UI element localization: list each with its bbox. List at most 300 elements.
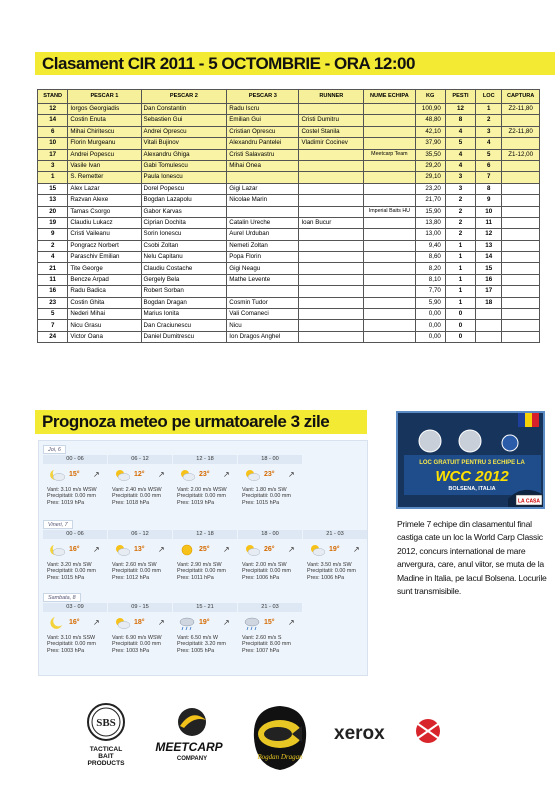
table-cell: [364, 297, 415, 308]
forecast-rain: Precipitatii: 0.00 mm: [112, 493, 161, 500]
forecast-day-label: Sambata, 8: [43, 593, 81, 602]
table-cell: [364, 195, 415, 206]
table-cell: [502, 252, 540, 263]
table-cell: 8: [445, 115, 475, 126]
forecast-pres: Pres: 1015 hPa: [47, 574, 85, 581]
forecast-temperature: 18°: [134, 619, 145, 626]
table-cell: 9: [476, 195, 502, 206]
table-cell: 29,10: [415, 172, 445, 183]
table-cell: [364, 172, 415, 183]
table-cell: 8,60: [415, 252, 445, 263]
table-cell: 9: [38, 229, 68, 240]
promo-text: Primele 7 echipe din clasamentul final castiga cate un loc la World Carp Classic 2012, concurs international de mare anvergura, care, anul viitor, se muta de la Madine in Italia, pe lacul Bolsena. Locurile sunt transmisibile.: [397, 519, 547, 597]
forecast-temperature: 13°: [134, 546, 145, 553]
table-cell: [364, 286, 415, 297]
table-cell: [502, 195, 540, 206]
table-row: [38, 274, 540, 285]
forecast-temperature: 12°: [134, 471, 145, 478]
table-cell: 2: [38, 240, 68, 251]
table-cell: [364, 320, 415, 331]
table-cell: [299, 309, 364, 320]
column-header: PESTI: [445, 90, 475, 104]
wind-direction-icon: ↗: [353, 545, 360, 554]
table-cell: Cristian Oprescu: [227, 126, 299, 137]
table-cell: [502, 309, 540, 320]
table-cell: [299, 149, 364, 160]
table-cell: Florin Murgeanu: [68, 138, 141, 149]
table-cell: 16: [38, 286, 68, 297]
table-cell: Cristi Salavastru: [227, 149, 299, 160]
table-row: [38, 331, 540, 342]
table-cell: 5: [476, 149, 502, 160]
table-cell: 18: [476, 297, 502, 308]
forecast-details: [47, 487, 107, 506]
forecast-details: [47, 635, 107, 654]
table-cell: Alex Lazar: [68, 183, 141, 194]
table-cell: 19: [38, 217, 68, 228]
table-cell: [364, 104, 415, 115]
table-cell: 29,20: [415, 160, 445, 171]
table-cell: Radu Iscru: [227, 104, 299, 115]
forecast-time: 18 - 00: [238, 530, 302, 539]
page-title: Clasament CIR 2011 - 5 OCTOMBRIE - ORA 12:00: [35, 52, 555, 75]
wind-direction-icon: ↗: [223, 545, 230, 554]
table-row: [38, 149, 540, 160]
table-cell: 9,40: [415, 240, 445, 251]
forecast-time: 06 - 12: [108, 455, 172, 464]
table-cell: 17: [476, 286, 502, 297]
sun-cloud-icon: [114, 468, 130, 482]
forecast-temperature: 26°: [264, 546, 275, 553]
forecast-pres: Pres: 1011 hPa: [177, 574, 214, 581]
forecast-rain: Precipitatii: 0.00 mm: [47, 641, 96, 648]
svg-text:PRODUCTS: PRODUCTS: [87, 760, 125, 767]
wcc-advertisement: [396, 411, 545, 509]
table-cell: 14: [38, 115, 68, 126]
table-cell: 7: [476, 172, 502, 183]
table-cell: Nelu Capitanu: [141, 252, 227, 263]
wind-direction-icon: ↗: [223, 618, 230, 627]
table-cell: Gigi Lazar: [227, 183, 299, 194]
table-cell: [502, 320, 540, 331]
night-cloud-icon: [49, 468, 65, 482]
xerox-logo: [334, 714, 444, 748]
table-row: [38, 138, 540, 149]
table-cell: Vladimir Cocinev: [299, 138, 364, 149]
forecast-wind: Vant: 6.90 m/s WSW: [112, 635, 162, 641]
table-cell: Vasile Ivan: [68, 160, 141, 171]
table-cell: [299, 331, 364, 342]
forecast-details: [242, 487, 302, 506]
table-cell: 2: [445, 206, 475, 217]
table-cell: Bogdan Dragan: [141, 297, 227, 308]
table-cell: [502, 274, 540, 285]
table-cell: [502, 331, 540, 342]
table-row: [38, 172, 540, 183]
table-cell: Dan Craciunescu: [141, 320, 227, 331]
forecast-wind: Vant: 2.00 m/s SW: [242, 562, 287, 568]
wind-direction-icon: ↗: [223, 470, 230, 479]
table-cell: 100,90: [415, 104, 445, 115]
table-cell: Victor Oana: [68, 331, 141, 342]
forecast-temperature: 16°: [69, 546, 80, 553]
table-cell: 13,00: [415, 229, 445, 240]
table-cell: Z2-11,80: [502, 126, 540, 137]
forecast-details: [47, 562, 107, 581]
wind-direction-icon: ↗: [158, 545, 165, 554]
forecast-time: 06 - 12: [108, 530, 172, 539]
svg-text:TACTICAL: TACTICAL: [89, 746, 123, 753]
column-header: STAND: [38, 90, 68, 104]
table-cell: 3: [445, 172, 475, 183]
forecast-wind: Vant: 2.60 m/s SW: [112, 562, 157, 568]
table-cell: [476, 309, 502, 320]
table-cell: [502, 297, 540, 308]
forecast-pres: Pres: 1003 hPa: [112, 647, 150, 654]
table-cell: [299, 229, 364, 240]
forecast-wind: Vant: 3.50 m/s SW: [307, 562, 352, 568]
table-cell: Robert Sorban: [141, 286, 227, 297]
forecast-pres: Pres: 1012 hPa: [112, 574, 150, 581]
forecast-details: [307, 562, 367, 581]
meteo-title: Prognoza meteo pe urmatoarele 3 zile: [35, 410, 367, 434]
sun-cloud-icon: [179, 468, 195, 482]
ad-event: WCC 2012: [435, 468, 509, 485]
table-cell: 0,00: [415, 331, 445, 342]
wind-direction-icon: ↗: [93, 470, 100, 479]
table-cell: [364, 115, 415, 126]
table-cell: [299, 263, 364, 274]
svg-text:MEETCARP: MEETCARP: [155, 740, 223, 754]
forecast-wind: Vant: 3.20 m/s SW: [47, 562, 92, 568]
table-cell: [502, 172, 540, 183]
column-header: LOC: [476, 90, 502, 104]
table-cell: Nederi Mihai: [68, 309, 141, 320]
table-row: [38, 252, 540, 263]
table-cell: 5: [445, 138, 475, 149]
table-cell: 0: [445, 331, 475, 342]
table-cell: [364, 263, 415, 274]
table-cell: 23,20: [415, 183, 445, 194]
table-cell: Costin Enuta: [68, 115, 141, 126]
table-cell: 2: [445, 229, 475, 240]
table-cell: 3: [476, 126, 502, 137]
wind-direction-icon: ↗: [288, 618, 295, 627]
forecast-pres: Pres: 1018 hPa: [112, 499, 150, 506]
table-cell: 12: [476, 229, 502, 240]
forecast-time: 12 - 18: [173, 455, 237, 464]
forecast-rain: Precipitatii: 0.00 mm: [242, 568, 291, 575]
column-header: CAPTURA: [502, 90, 540, 104]
table-cell: Razvan Alexe: [68, 195, 141, 206]
forecast-temperature: 19°: [199, 619, 210, 626]
svg-text:SBS: SBS: [96, 717, 116, 729]
wind-direction-icon: ↗: [288, 545, 295, 554]
table-cell: 16: [476, 274, 502, 285]
table-cell: 8: [476, 183, 502, 194]
forecast-pres: Pres: 1005 hPa: [177, 647, 215, 654]
table-cell: 4: [445, 149, 475, 160]
table-cell: [502, 183, 540, 194]
table-cell: 17: [38, 149, 68, 160]
table-cell: [299, 240, 364, 251]
table-cell: [364, 183, 415, 194]
table-cell: 3: [38, 160, 68, 171]
svg-text:BAIT: BAIT: [98, 753, 114, 760]
table-cell: [502, 115, 540, 126]
table-cell: 4: [445, 126, 475, 137]
table-cell: [227, 286, 299, 297]
table-cell: [299, 274, 364, 285]
svg-text:xerox: xerox: [334, 723, 385, 744]
table-cell: Bogdan Lazapolu: [141, 195, 227, 206]
forecast-rain: Precipitatii: 0.00 mm: [47, 568, 96, 575]
table-cell: Popa Florin: [227, 252, 299, 263]
table-cell: Dorel Popescu: [141, 183, 227, 194]
table-cell: [299, 104, 364, 115]
table-cell: [364, 274, 415, 285]
table-row: [38, 286, 540, 297]
table-cell: 13,80: [415, 217, 445, 228]
table-cell: Daniel Dumitrescu: [141, 331, 227, 342]
table-cell: Pongracz Norbert: [68, 240, 141, 251]
table-cell: Radu Badica: [68, 286, 141, 297]
forecast-rain: Precipitatii: 0.00 mm: [242, 493, 291, 500]
table-cell: 23: [38, 297, 68, 308]
table-cell: Vali Comaneci: [227, 309, 299, 320]
forecast-time: 00 - 06: [43, 530, 107, 539]
table-row: [38, 126, 540, 137]
table-cell: Andrei Popescu: [68, 149, 141, 160]
table-cell: 5: [38, 309, 68, 320]
forecast-rain: Precipitatii: 0.00 mm: [112, 641, 161, 648]
table-cell: [364, 160, 415, 171]
forecast-rain: Precipitatii: 0.00 mm: [177, 568, 226, 575]
table-cell: Mihai Chiritescu: [68, 126, 141, 137]
table-cell: Imperial Baits HU: [364, 206, 415, 217]
forecast-rain: Precipitatii: 0.00 mm: [307, 568, 356, 575]
table-cell: [299, 206, 364, 217]
wind-direction-icon: ↗: [288, 470, 295, 479]
table-cell: 10: [476, 206, 502, 217]
table-cell: Alexandru Pantelei: [227, 138, 299, 149]
table-cell: Vitali Bujinov: [141, 138, 227, 149]
table-cell: [299, 286, 364, 297]
table-cell: 6: [38, 126, 68, 137]
table-cell: Iorgos Georgiadis: [68, 104, 141, 115]
table-cell: [364, 331, 415, 342]
forecast-details: [242, 562, 302, 581]
forecast-rain: Precipitatii: 8.00 mm: [242, 641, 291, 648]
table-cell: Aurel Urduban: [227, 229, 299, 240]
table-cell: Z1-12,00: [502, 149, 540, 160]
column-header: PESCAR 1: [68, 90, 141, 104]
table-cell: 15: [476, 263, 502, 274]
table-cell: 11: [38, 274, 68, 285]
table-row: [38, 115, 540, 126]
table-cell: Paula Ionescu: [141, 172, 227, 183]
table-cell: 3: [445, 183, 475, 194]
table-cell: Paraschiv Emilian: [68, 252, 141, 263]
table-cell: Ciprian Dochita: [141, 217, 227, 228]
table-row: [38, 206, 540, 217]
forecast-details: [112, 487, 172, 506]
forecast-pres: Pres: 1003 hPa: [47, 647, 85, 654]
table-cell: 8,10: [415, 274, 445, 285]
table-cell: Sorin Ionescu: [141, 229, 227, 240]
table-cell: [299, 252, 364, 263]
table-cell: [364, 240, 415, 251]
moon-icon: [49, 616, 65, 630]
table-cell: 15: [38, 183, 68, 194]
forecast-day-label: Joi, 6: [43, 445, 66, 454]
table-cell: 12: [445, 104, 475, 115]
table-cell: [227, 172, 299, 183]
table-cell: 21: [38, 263, 68, 274]
forecast-time: 15 - 21: [173, 603, 237, 612]
forecast-pres: Pres: 1015 hPa: [242, 499, 280, 506]
table-cell: [364, 138, 415, 149]
wind-direction-icon: ↗: [93, 618, 100, 627]
table-cell: 1: [445, 274, 475, 285]
sbs-logo: [82, 702, 130, 770]
table-cell: Bencze Arpad: [68, 274, 141, 285]
forecast-details: [177, 562, 237, 581]
forecast-temperature: 16°: [69, 619, 80, 626]
table-cell: 21,70: [415, 195, 445, 206]
table-cell: [476, 320, 502, 331]
table-cell: Tite George: [68, 263, 141, 274]
table-cell: 7,70: [415, 286, 445, 297]
table-cell: Nicu: [227, 320, 299, 331]
table-cell: [502, 206, 540, 217]
table-cell: 1: [476, 104, 502, 115]
forecast-wind: Vant: 2.90 m/s SW: [177, 562, 222, 568]
ad-badge: LA CASA: [517, 498, 541, 505]
table-cell: 4: [476, 138, 502, 149]
rain-cloud-icon: [244, 616, 260, 630]
svg-text:COMPANY: COMPANY: [176, 756, 208, 762]
table-cell: Dan Constantin: [141, 104, 227, 115]
weather-forecast-panel: [38, 440, 368, 676]
table-cell: 13: [38, 195, 68, 206]
table-cell: Nemeti Zoltan: [227, 240, 299, 251]
table-row: [38, 320, 540, 331]
table-cell: 11: [476, 217, 502, 228]
table-cell: Costel Stanila: [299, 126, 364, 137]
sun-icon: [179, 543, 195, 557]
forecast-pres: Pres: 1019 hPa: [177, 499, 215, 506]
sun-cloud-icon: [114, 543, 130, 557]
table-cell: [502, 217, 540, 228]
table-cell: 15,90: [415, 206, 445, 217]
wind-direction-icon: ↗: [158, 470, 165, 479]
svg-text:Bogdan Dragan: Bogdan Dragan: [257, 753, 303, 761]
table-row: [38, 240, 540, 251]
forecast-temperature: 19°: [329, 546, 340, 553]
table-cell: [476, 331, 502, 342]
table-cell: Claudiu Lukacz: [68, 217, 141, 228]
table-cell: [364, 126, 415, 137]
table-cell: [299, 172, 364, 183]
table-cell: Cristi Vaileanu: [68, 229, 141, 240]
table-cell: [502, 229, 540, 240]
table-cell: [502, 240, 540, 251]
table-cell: [364, 309, 415, 320]
table-cell: 13: [476, 240, 502, 251]
table-cell: 8,20: [415, 263, 445, 274]
forecast-time: 00 - 06: [43, 455, 107, 464]
forecast-pres: Pres: 1007 hPa: [242, 647, 280, 654]
table-cell: 12: [38, 104, 68, 115]
sun-cloud-icon: [244, 468, 260, 482]
table-cell: 1: [445, 263, 475, 274]
wcc-ad-graphic: [398, 413, 545, 509]
forecast-details: [242, 635, 302, 654]
table-cell: Cristi Dumitru: [299, 115, 364, 126]
table-cell: Sebastien Gui: [141, 115, 227, 126]
table-cell: Mathe Levente: [227, 274, 299, 285]
table-cell: [364, 229, 415, 240]
table-row: [38, 309, 540, 320]
forecast-wind: Vant: 1.80 m/s SW: [242, 487, 287, 493]
forecast-wind: Vant: 2.40 m/s WSW: [112, 487, 162, 493]
table-row: [38, 195, 540, 206]
table-cell: Gergely Bela: [141, 274, 227, 285]
forecast-wind: Vant: 3.10 m/s SSW: [47, 635, 96, 641]
sun-cloud-icon: [309, 543, 325, 557]
forecast-wind: Vant: 3.10 m/s WSW: [47, 487, 97, 493]
table-cell: 2: [445, 195, 475, 206]
table-cell: 0: [445, 320, 475, 331]
forecast-day-label: Vineri, 7: [43, 520, 73, 529]
forecast-time: 12 - 18: [173, 530, 237, 539]
table-cell: [299, 195, 364, 206]
table-cell: 0,00: [415, 320, 445, 331]
table-cell: 24: [38, 331, 68, 342]
table-cell: Meetcarp Team: [364, 149, 415, 160]
table-cell: [299, 320, 364, 331]
table-cell: 6: [476, 160, 502, 171]
table-cell: 5,90: [415, 297, 445, 308]
table-cell: 4: [445, 160, 475, 171]
table-cell: [502, 138, 540, 149]
table-cell: 37,90: [415, 138, 445, 149]
table-cell: [502, 286, 540, 297]
rain-cloud-icon: [179, 616, 195, 630]
table-cell: 1: [445, 240, 475, 251]
forecast-time: 21 - 03: [238, 603, 302, 612]
table-cell: 10: [38, 138, 68, 149]
table-cell: Ioan Bucur: [299, 217, 364, 228]
ad-headline: LOC GRATUIT PENTRU 3 ECHIPE LA: [419, 460, 525, 466]
table-cell: 35,50: [415, 149, 445, 160]
table-row: [38, 229, 540, 240]
forecast-temperature: 23°: [264, 471, 275, 478]
table-row: [38, 297, 540, 308]
sun-cloud-icon: [244, 543, 260, 557]
table-row: [38, 263, 540, 274]
table-cell: 48,80: [415, 115, 445, 126]
table-cell: Nicu Grasu: [68, 320, 141, 331]
column-header: PESCAR 3: [227, 90, 299, 104]
wind-direction-icon: ↗: [93, 545, 100, 554]
forecast-details: [112, 635, 172, 654]
table-row: [38, 160, 540, 171]
table-cell: 2: [476, 115, 502, 126]
table-cell: 0,00: [415, 309, 445, 320]
table-cell: 42,10: [415, 126, 445, 137]
